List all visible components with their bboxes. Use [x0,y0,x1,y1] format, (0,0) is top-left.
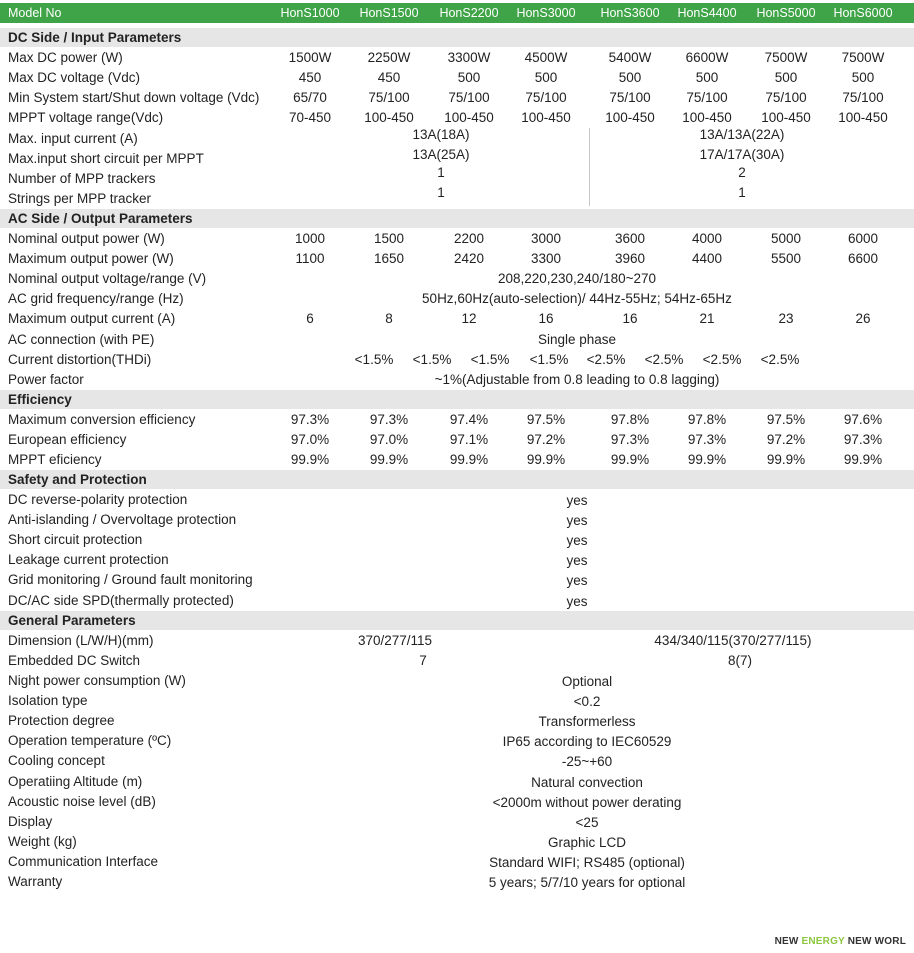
row-label: Operatiing Altitude (m) [8,773,143,789]
value-cell: 99.9% [449,452,489,467]
value-cell: 6 [306,311,314,327]
value-cell-merged: yes [566,493,588,508]
value-cell-group-right: 8(7) [727,653,752,668]
value-cell: 500 [695,70,719,85]
value-cell: 16 [538,311,554,327]
dc-group-row [0,185,914,209]
footer-text-new: NEW [774,936,802,947]
value-cell: 26 [855,311,871,327]
row-label: Night power consumption (W) [8,673,186,688]
section-title: Efficiency [8,392,72,407]
value-cell-merged: yes [566,593,588,609]
value-cell-merged: Standard WIFI; RS485 (optional) [489,854,685,870]
value-cell-group-left: 13A(18A) [412,127,470,142]
ac-row-max-power [0,249,914,269]
section-title: Safety and Protection [8,472,147,487]
value-cell-merged: 50Hz,60Hz(auto-selection)/ 44Hz-55Hz; 54Hz-65Hz [422,291,732,307]
value-cell-group-right: 17A/17A(30A) [699,147,785,162]
value-cell: 75/100 [368,90,410,105]
row-label: MPPT voltage range(Vdc) [8,110,164,125]
model-column-hons2200: HonS2200 [439,6,499,20]
value-cell: 3000 [530,231,562,246]
row-label: Communication Interface [8,853,159,869]
row-label: Maximum conversion efficiency [8,412,196,427]
general-row-dc-switch [0,651,914,671]
value-cell: 23 [778,311,794,327]
general-row [0,711,914,731]
section-ac-output [0,209,914,228]
value-cell: 97.2% [526,432,566,447]
safety-row [0,510,914,530]
value-cell-merged: Optional [561,674,613,689]
value-cell: 99.9% [526,452,566,467]
row-label: Max.input short circuit per MPPT [8,151,204,166]
model-column-hons1000: HonS1000 [280,6,340,20]
safety-row [0,490,914,510]
ac-row-connection [0,330,914,350]
section-safety [0,470,914,489]
section-title: AC Side / Output Parameters [8,211,193,226]
efficiency-row [0,410,914,430]
value-cell: 7500W [841,50,885,65]
footer-text-energy: ENERGY [801,936,845,947]
general-row [0,691,914,711]
row-label: Display [8,813,53,829]
safety-row [0,570,914,590]
value-cell-group-left: 1 [437,185,445,200]
section-dc-input [0,28,914,47]
value-cell: 3300W [447,50,491,65]
value-cell: 100-450 [444,110,494,125]
general-row [0,872,914,892]
safety-row [0,591,914,611]
general-row [0,792,914,812]
value-cell: 8 [385,311,393,327]
value-cell: 100-450 [521,110,571,125]
dc-row [0,68,914,88]
value-cell: 99.9% [290,452,330,467]
value-cell-merged: <25 [575,814,599,830]
value-cell-merged: Natural convection [531,774,643,790]
general-row [0,852,914,872]
value-cell: 500 [618,70,642,85]
row-label: Number of MPP trackers [8,171,156,186]
general-row [0,832,914,852]
general-row [0,671,914,691]
value-cell-group-left: 13A(25A) [412,147,470,162]
row-label: Max DC power (W) [8,50,123,65]
row-label: Strings per MPP tracker [8,191,152,206]
row-label: Dimension (L/W/H)(mm) [8,633,154,648]
efficiency-row [0,430,914,450]
section-general [0,611,914,630]
value-cell-group-left: 370/277/115 [357,633,433,648]
header-label: Model No [8,6,62,20]
value-cell: 100-450 [761,110,811,125]
value-cell: 97.0% [290,432,330,447]
value-cell: 97.3% [369,412,409,427]
value-cell: 1650 [373,251,405,267]
section-efficiency [0,390,914,409]
table-header [0,3,914,23]
general-row [0,751,914,771]
value-cell: <2.5% [760,351,800,367]
value-cell: 6600 [847,251,879,267]
value-cell-group-right: 434/340/115(370/277/115) [654,633,812,648]
ac-row-nominal-power [0,229,914,249]
value-cell: 450 [298,70,322,85]
value-cell: 500 [851,70,875,85]
value-cell-merged: 208,220,230,240/180~270 [497,271,657,287]
general-row-dimension [0,631,914,651]
value-cell-merged: <0.2 [573,694,601,710]
value-cell: 1500W [288,50,332,65]
row-label: Leakage current protection [8,552,169,568]
value-cell: 75/100 [525,90,567,105]
value-cell-group-right: 1 [738,185,746,200]
value-cell: <2.5% [644,351,684,367]
efficiency-row [0,450,914,470]
value-cell: 99.9% [610,452,650,467]
value-cell: 97.2% [766,432,806,447]
value-cell: 75/100 [842,90,884,105]
value-cell: 97.3% [290,412,330,427]
model-column-hons5000: HonS5000 [756,6,816,20]
value-cell-merged: Transformerless [538,714,636,730]
row-label: Short circuit protection [8,532,143,548]
value-cell: 4500W [524,50,568,65]
group-divider-line [589,128,590,206]
row-label: Weight (kg) [8,833,77,849]
row-label: Power factor [8,371,84,387]
section-title: DC Side / Input Parameters [8,30,182,45]
value-cell: <1.5% [412,351,452,367]
value-cell: 5500 [770,251,802,267]
value-cell: 100-450 [605,110,655,125]
value-cell-group-left: 7 [419,653,427,668]
value-cell: 65/70 [293,90,327,105]
model-column-hons3600: HonS3600 [600,6,660,20]
model-column-hons1500: HonS1500 [359,6,419,20]
general-row [0,731,914,751]
row-label: Isolation type [8,693,88,709]
value-cell-merged: Single phase [537,331,617,347]
value-cell: <2.5% [702,351,742,367]
footer-slogan [775,936,906,947]
row-label: Warranty [8,874,63,889]
value-cell-merged: yes [566,533,588,549]
value-cell: 6000 [847,231,879,246]
ac-row-frequency [0,289,914,309]
value-cell: 100-450 [682,110,732,125]
value-cell: 12 [461,311,477,327]
value-cell: 450 [377,70,401,85]
model-column-hons3000: HonS3000 [516,6,576,20]
value-cell: 21 [699,311,715,327]
value-cell: <1.5% [354,351,394,367]
value-cell: 97.5% [526,412,566,427]
safety-row [0,550,914,570]
general-row [0,772,914,792]
value-cell: 97.5% [766,412,806,427]
value-cell: 3300 [530,251,562,267]
value-cell: 5400W [608,50,652,65]
value-cell-group-right: 13A/13A(22A) [699,127,785,142]
ac-row-max-current [0,309,914,329]
value-cell: 99.9% [687,452,727,467]
value-cell: 1000 [294,231,326,246]
value-cell-merged: yes [566,513,588,529]
safety-row [0,530,914,550]
dc-row [0,48,914,68]
value-cell-merged: Graphic LCD [547,834,627,850]
value-cell: 75/100 [765,90,807,105]
value-cell: 97.3% [843,432,883,447]
value-cell: 97.3% [610,432,650,447]
value-cell: <1.5% [470,351,510,367]
model-column-hons6000: HonS6000 [833,6,893,20]
value-cell-merged: <2000m without power derating [492,794,682,810]
row-label: European efficiency [8,432,127,447]
value-cell: 97.0% [369,432,409,447]
value-cell: 7500W [764,50,808,65]
value-cell: 3960 [614,251,646,267]
value-cell: 97.3% [687,432,727,447]
value-cell: 3600 [614,231,646,246]
dc-row [0,88,914,108]
value-cell: <1.5% [529,351,569,367]
model-column-hons4400: HonS4400 [677,6,737,20]
value-cell-merged: -25~+60 [561,754,613,770]
row-label: Protection degree [8,713,115,729]
row-label: Cooling concept [8,753,105,769]
value-cell-merged: 5 years; 5/7/10 years for optional [488,875,686,890]
value-cell: 97.8% [610,412,650,427]
row-label: Nominal output power (W) [8,231,165,246]
value-cell: <2.5% [586,351,626,367]
row-label: MPPT eficiency [8,452,102,467]
value-cell: 70-450 [288,110,332,125]
value-cell: 500 [457,70,481,85]
row-label: Maximum output power (W) [8,251,174,267]
footer-text-new-world: NEW WORL [844,936,906,947]
value-cell: 99.9% [766,452,806,467]
row-label: AC connection (with PE) [8,331,155,347]
row-label: Min System start/Shut down voltage (Vdc) [8,90,260,105]
value-cell: 97.6% [843,412,883,427]
value-cell: 75/100 [686,90,728,105]
value-cell: 99.9% [843,452,883,467]
value-cell: 75/100 [609,90,651,105]
value-cell: 75/100 [448,90,490,105]
value-cell: 99.9% [369,452,409,467]
value-cell: 4000 [691,231,723,246]
row-label: AC grid frequency/range (Hz) [8,291,184,307]
general-row [0,812,914,832]
value-cell: 2420 [453,251,485,267]
value-cell: 1100 [295,251,325,267]
row-label: Maximum output current (A) [8,311,176,327]
row-label: Nominal output voltage/range (V) [8,271,207,287]
ac-row-distortion [0,350,914,370]
value-cell: 2200 [453,231,485,246]
value-cell: 97.4% [449,412,489,427]
row-label: Operation temperature (ºC) [8,733,172,749]
value-cell-group-right: 2 [738,165,746,180]
row-label: Current distortion(THDi) [8,351,152,367]
value-cell: 6600W [685,50,729,65]
row-label: Acoustic noise level (dB) [8,793,156,809]
value-cell: 500 [534,70,558,85]
value-cell-merged: yes [566,553,588,569]
row-label: Max. input current (A) [8,131,138,146]
row-label: DC/AC side SPD(thermally protected) [8,592,234,608]
ac-row-voltage [0,269,914,289]
row-label: Grid monitoring / Ground fault monitoring [8,572,253,588]
value-cell-merged: yes [566,573,588,589]
value-cell: 100-450 [364,110,414,125]
value-cell: 500 [774,70,798,85]
value-cell-group-left: 1 [437,165,445,180]
section-title: General Parameters [8,613,136,628]
value-cell: 5000 [770,231,802,246]
value-cell-merged: IP65 according to IEC60529 [502,734,672,750]
row-label: Anti-islanding / Overvoltage protection [8,512,237,528]
value-cell: 1500 [373,231,405,246]
value-cell-merged: ~1%(Adjustable from 0.8 leading to 0.8 lagging) [434,371,720,387]
ac-row-power-factor [0,370,914,390]
value-cell: 4400 [691,251,723,267]
value-cell: 97.8% [687,412,727,427]
value-cell: 2250W [367,50,411,65]
value-cell: 97.1% [449,432,489,447]
value-cell: 16 [622,311,638,327]
value-cell: 100-450 [838,110,888,125]
row-label: Embedded DC Switch [8,653,141,668]
row-label: Max DC voltage (Vdc) [8,70,141,85]
row-label: DC reverse-polarity protection [8,492,188,507]
